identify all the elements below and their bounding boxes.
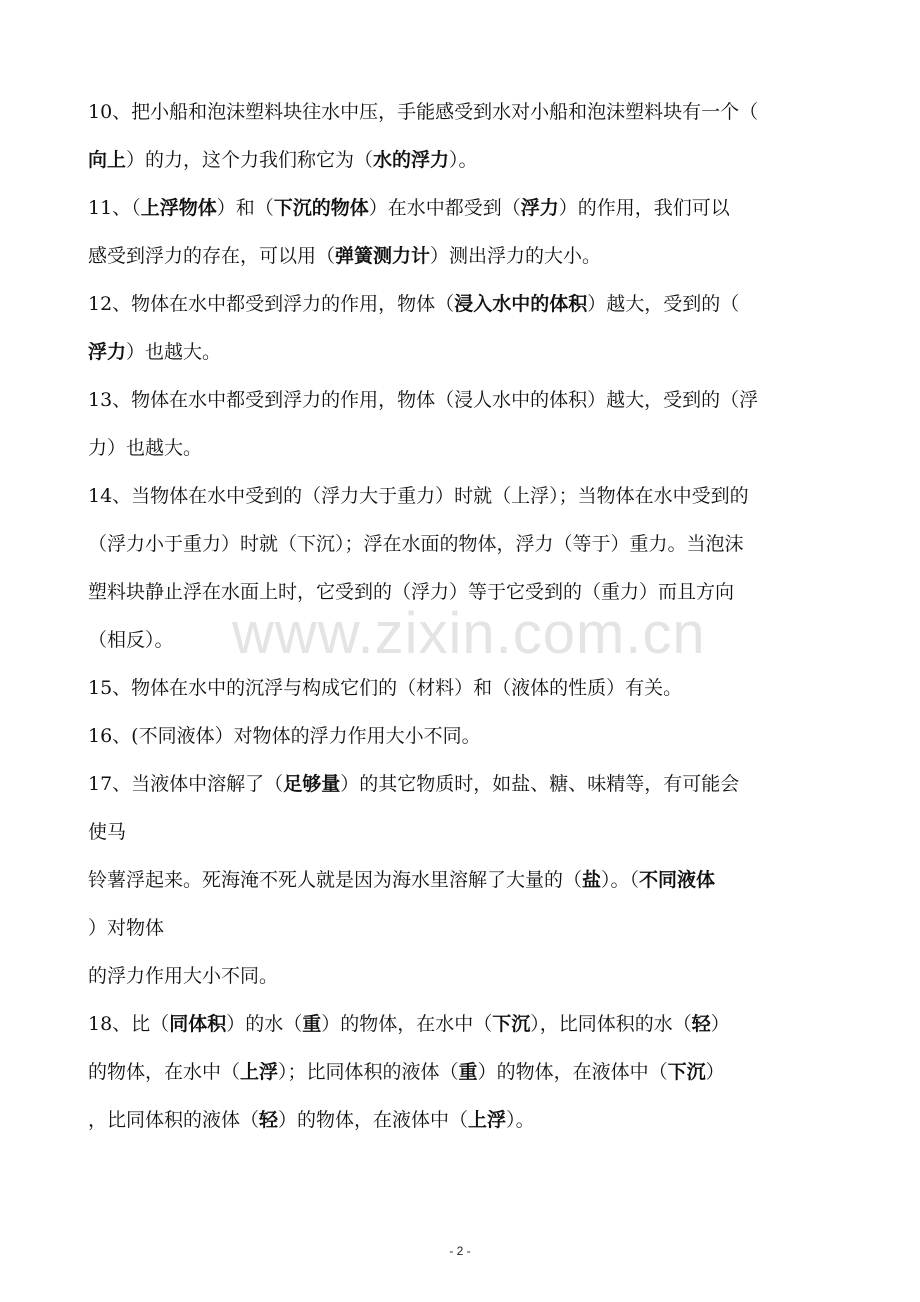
line-text: （浮力小于重力）时就（下沉）；浮在水面的物体，浮力（等于）重力。当泡沫 <box>88 533 744 555</box>
text-line <box>88 433 833 463</box>
answer-text: 上浮 <box>240 1061 279 1083</box>
answer-text: 重 <box>458 1061 478 1083</box>
text-line <box>88 961 833 991</box>
line-text: 11、（ <box>88 197 141 219</box>
text-line <box>88 145 833 175</box>
line-text: ）的物体，在液体中（ <box>278 1109 469 1131</box>
line-text: 18、比（ <box>88 1013 170 1035</box>
answer-text: 弹簧测力计 <box>335 245 431 267</box>
answer-text: 水的浮力 <box>373 149 450 171</box>
line-text: （相反）。 <box>88 629 174 651</box>
line-text: 15、物体在水中的沉浮与构成它们的（材料）和（液体的性质）有关。 <box>88 677 683 699</box>
line-text: ）的其它物质时，如盐、糖、味精等，有可能会 <box>340 773 740 795</box>
line-text: ） <box>705 1061 725 1083</box>
line-text: ）对物体 <box>88 917 165 939</box>
line-text: 铃薯浮起来。死海淹不死人就是因为海水里溶解了大量的（ <box>88 869 583 891</box>
text-line <box>88 913 833 943</box>
answer-text: 下沉的物体 <box>273 197 369 219</box>
line-text: 17、当液体中溶解了（ <box>88 773 284 795</box>
answer-text: 下沉 <box>667 1061 706 1083</box>
text-line <box>88 385 833 415</box>
answer-text: 轻 <box>691 1013 711 1035</box>
text-line <box>88 577 833 607</box>
line-text: ）在水中都受到（ <box>368 197 521 219</box>
line-text: 13、物体在水中都受到浮力的作用，物体（浸人水中的体积）越大，受到的（浮 <box>88 389 759 411</box>
text-line <box>88 289 833 319</box>
text-line <box>88 817 833 847</box>
line-text: ）测出浮力的大小。 <box>430 245 602 267</box>
line-text: 力）也越大。 <box>88 437 203 459</box>
line-text: ）也越大。 <box>126 341 222 363</box>
text-line <box>88 337 833 367</box>
line-text: ）。 <box>506 1109 535 1131</box>
answer-text: 盐 <box>582 869 602 891</box>
line-text: ）的水（ <box>226 1013 303 1035</box>
line-text: ）的物体，在水中（ <box>321 1013 493 1035</box>
text-line <box>88 1009 833 1039</box>
line-text: ）的物体，在液体中（ <box>477 1061 668 1083</box>
line-text: ） <box>710 1013 730 1035</box>
line-text: 的物体，在水中（ <box>88 1061 241 1083</box>
answer-text: 上浮 <box>468 1109 507 1131</box>
text-line <box>88 721 833 751</box>
line-text: ）越大，受到的（ <box>587 293 740 315</box>
line-text: 使马 <box>88 821 127 843</box>
line-text: ）。（ <box>601 869 640 891</box>
text-line <box>88 769 833 799</box>
line-text: 16、(不同液体）对物体的浮力作用大小不同。 <box>88 725 481 747</box>
answer-text: 下沉 <box>492 1013 531 1035</box>
answer-text: 重 <box>302 1013 322 1035</box>
answer-text: 同体积 <box>169 1013 227 1035</box>
watermark: www.zixin.com.cn <box>232 601 706 666</box>
answer-text: 浮力 <box>520 197 559 219</box>
line-text: 塑料块静止浮在水面上时，它受到的（浮力）等于它受到的（重力）而且方向 <box>88 581 735 603</box>
answer-text: 浮力 <box>88 341 127 363</box>
line-text: 10、把小船和泡沫塑料块往水中压，手能感受到水对小船和泡沫塑料块有一个（ <box>88 101 759 123</box>
line-text: 12、物体在水中都受到浮力的作用，物体（ <box>88 293 455 315</box>
page-number: - 2 - <box>449 1244 471 1258</box>
text-line <box>88 1105 833 1135</box>
text-line <box>88 529 833 559</box>
answer-text: 不同液体 <box>639 869 716 891</box>
line-text: ，比同体积的液体（ <box>88 1109 260 1131</box>
line-text: ）。 <box>449 149 478 171</box>
line-text: 14、当物体在水中受到的（浮力大于重力）时就（上浮）；当物体在水中受到的 <box>88 485 749 507</box>
text-line <box>88 193 833 223</box>
text-line <box>88 241 833 271</box>
line-text: ）的力，这个力我们称它为（ <box>126 149 374 171</box>
answer-text: 轻 <box>259 1109 279 1131</box>
text-line <box>88 1057 833 1087</box>
answer-text: 上浮物体 <box>140 197 217 219</box>
text-line <box>88 865 833 895</box>
line-text: ）和（ <box>216 197 274 219</box>
answer-text: 向上 <box>88 149 127 171</box>
text-line <box>88 481 833 511</box>
line-text: 感受到浮力的存在，可以用（ <box>88 245 336 267</box>
line-text: ）；比同体积的液体（ <box>278 1061 459 1083</box>
text-line <box>88 625 833 655</box>
line-text: ），比同体积的水（ <box>530 1013 692 1035</box>
answer-text: 浸入水中的体积 <box>454 293 588 315</box>
text-line <box>88 673 833 703</box>
line-text: ）的作用，我们可以 <box>558 197 730 219</box>
answer-text: 足够量 <box>283 773 341 795</box>
line-text: 的浮力作用大小不同。 <box>88 965 279 987</box>
text-line <box>88 97 833 127</box>
